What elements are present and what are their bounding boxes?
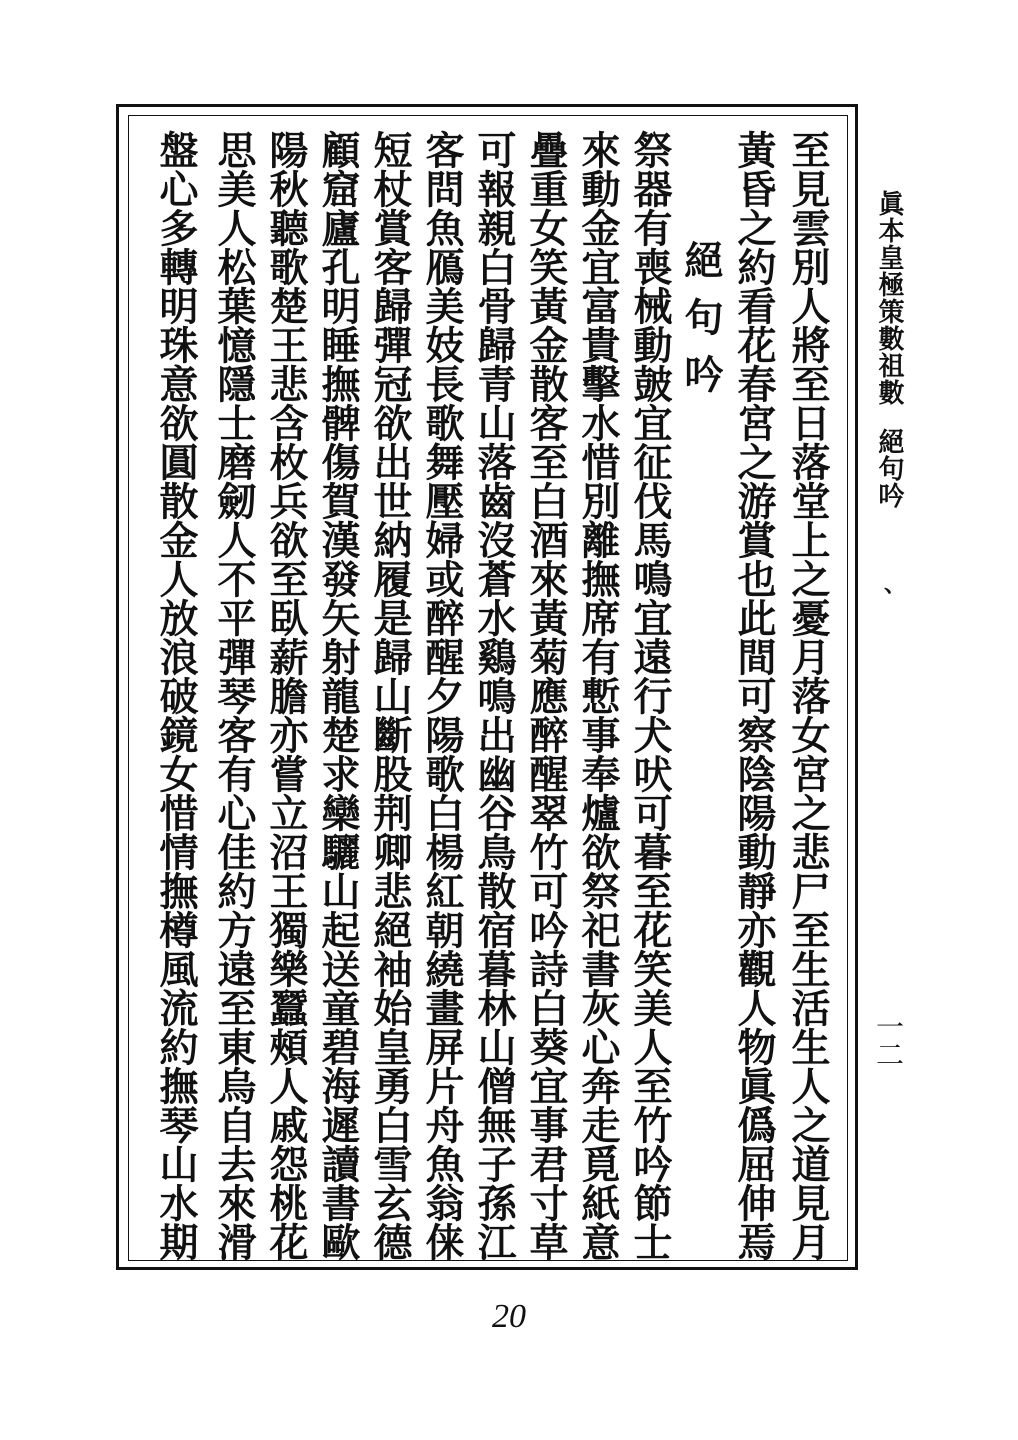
- text-column-8: 短杖賞客歸彈冠欲出世納履是歸山斷股荆卿悲絕袖始皇勇白雪玄德: [367, 130, 413, 1261]
- running-header: [868, 190, 908, 509]
- margin-dot: 、: [884, 572, 907, 598]
- text-column-10: 陽秋聽歌楚王悲含枚兵欲至臥薪膽亦嘗立沼王獨樂蠶頰人戚怨桃花: [263, 130, 309, 1261]
- text-column-9: 顧窟廬孔明睡撫髀傷賀漢發矢射龍楚求欒驪山起送童碧海遲讀書歐: [315, 130, 361, 1261]
- text-column-7: 客問魚鴈美妓長歌舞壓婦或醉醒夕陽歌白楊紅朝繞畫屏片舟魚翁俫: [419, 130, 465, 1261]
- text-column-1: 至見雲別人將至日落堂上之憂月落女宮之悲尸至生活生人之道見月: [785, 130, 831, 1261]
- text-column-11: 思美人松葉憶隱士磨劒人不平彈琴客有心佳約方遠至東烏自去來滑: [211, 130, 257, 1261]
- section-heading: 絕句吟: [678, 240, 724, 411]
- text-column-6: 可報親白骨歸青山落齒沒蒼水鷄鳴出幽谷鳥散宿暮林山僧無子孫江: [471, 130, 517, 1261]
- text-column-4: 來動金宜富貴擊水惜別離撫席有慙事奉爐欲祭祀書灰心奔走覓紙意: [575, 130, 621, 1261]
- margin-page-mark: 一二: [872, 1012, 905, 1068]
- text-column-5: 疊重女笑黃金散客至白酒來黃菊應醉醒翠竹可吟詩白葵宜事君寸草: [523, 130, 569, 1261]
- book-title: 眞本皇極策數祖數: [874, 190, 904, 406]
- section-title: 絕句吟: [874, 428, 904, 509]
- page-number: 20: [492, 1298, 526, 1335]
- text-column-3: 祭器有喪械動皷宜征伐馬鳴宜遠行犬吠可暮至花笑美人至竹吟節士: [627, 130, 673, 1261]
- text-column-12: 盤心多轉明珠意欲圓散金人放浪破鏡女惜情撫樽風流約撫琴山水期: [153, 130, 199, 1261]
- text-column-2: 黃昏之約看花春宮之游賞也此間可察陰陽動靜亦觀人物眞僞屈伸焉: [731, 130, 777, 1261]
